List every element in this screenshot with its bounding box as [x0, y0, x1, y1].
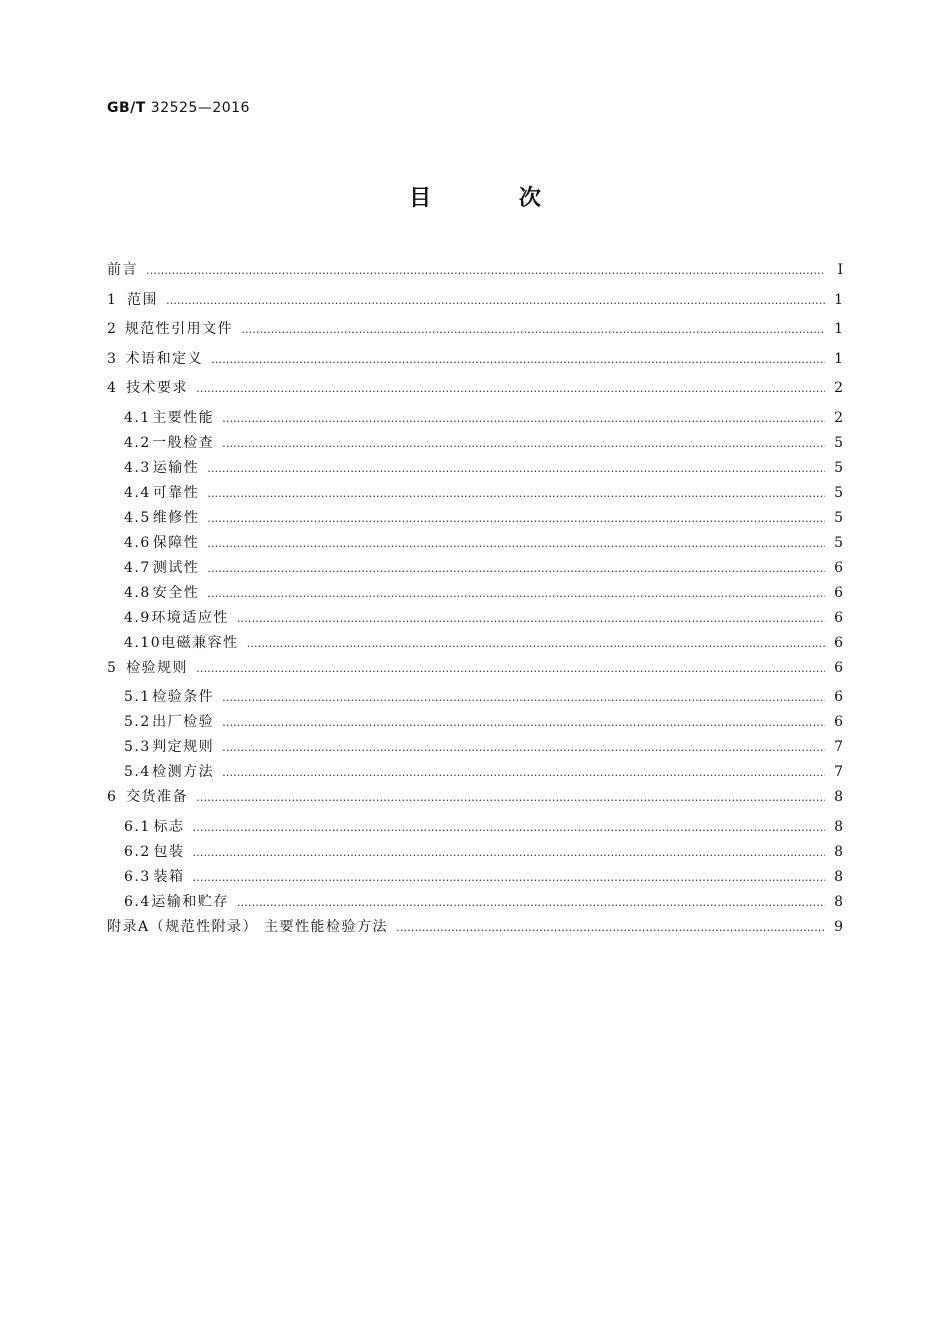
- toc-entry[interactable]: [107, 786, 843, 816]
- toc-entry-number: 4.8: [124, 584, 151, 601]
- standard-code: [107, 100, 250, 116]
- toc-entry-page: 5: [834, 459, 843, 476]
- toc-entry-page: 5: [834, 484, 843, 501]
- dot-leader: [222, 438, 825, 449]
- toc-entry-title: 保障性: [152, 534, 200, 551]
- toc-entry-page: Ⅰ: [837, 262, 843, 278]
- toc-entry[interactable]: [107, 816, 843, 841]
- toc-entry-page: 6: [834, 659, 843, 676]
- toc-entry[interactable]: [107, 507, 843, 532]
- toc-entry[interactable]: [107, 761, 843, 786]
- toc-entry-title: 检测方法: [152, 764, 215, 780]
- dot-leader: [196, 792, 825, 803]
- dot-leader: [207, 488, 825, 499]
- dot-leader: [166, 295, 825, 306]
- toc-entry-number: 6.2: [124, 843, 151, 860]
- toc-entry-number: 4.6: [124, 534, 151, 551]
- dot-leader: [207, 588, 825, 599]
- toc-entry-number: 6.1: [124, 818, 151, 835]
- toc-entry-number: 4.7: [124, 559, 151, 576]
- toc-entry-title: 技术要求: [126, 380, 189, 396]
- dot-leader: [192, 847, 825, 858]
- toc-entry[interactable]: [107, 841, 843, 866]
- dot-leader: [396, 922, 825, 933]
- toc-entry-number: 6.3: [124, 868, 151, 885]
- toc-entry-number: 5.4: [124, 764, 151, 780]
- dot-leader: [192, 822, 825, 833]
- toc-entry-title: 检验条件: [152, 689, 215, 705]
- toc-entry-number: 1: [107, 291, 118, 308]
- toc-entry-title: 维修性: [152, 509, 200, 526]
- toc-entry-page: 5: [834, 434, 843, 451]
- toc-entry[interactable]: [107, 482, 843, 507]
- toc-entry-page: 7: [834, 739, 843, 755]
- toc-entry-number: 4.3: [124, 459, 151, 476]
- toc-entry[interactable]: [107, 736, 843, 761]
- toc-entry-title: 可靠性: [152, 484, 200, 501]
- toc-entry-title: 范围: [126, 291, 158, 308]
- toc-entry-title: 检验规则: [126, 659, 189, 676]
- toc-entry[interactable]: [107, 348, 843, 378]
- dot-leader: [207, 463, 825, 474]
- dot-leader: [237, 613, 825, 624]
- toc-entry-number: 4.9: [124, 609, 151, 626]
- toc-entry-title: 前言: [107, 262, 138, 278]
- toc-entry-number: 5: [107, 659, 118, 676]
- dot-leader: [222, 767, 825, 778]
- dot-leader: [222, 413, 825, 424]
- toc-entry[interactable]: [107, 457, 843, 482]
- toc-entry-title: 附录A（规范性附录） 主要性能检验方法: [107, 918, 389, 935]
- toc-entry[interactable]: [107, 407, 843, 432]
- toc-entry[interactable]: [107, 557, 843, 582]
- toc-entry[interactable]: [107, 711, 843, 736]
- toc-entry-title: 规范性引用文件: [124, 321, 234, 337]
- toc-entry-page: 6: [834, 609, 843, 626]
- toc-entry-title: 运输性: [152, 459, 200, 476]
- standard-code-number: 32525—2016: [150, 100, 250, 116]
- dot-leader: [211, 354, 825, 365]
- dot-leader: [207, 538, 825, 549]
- dot-leader: [241, 324, 825, 335]
- toc-entry-number: 4.1: [124, 409, 151, 426]
- toc-entry[interactable]: [107, 582, 843, 607]
- toc-entry-title: 标志: [153, 818, 185, 835]
- dot-leader: [247, 638, 825, 649]
- toc-entry[interactable]: [107, 377, 843, 407]
- toc-entry-title: 交货准备: [126, 789, 189, 805]
- toc-entry[interactable]: [107, 607, 843, 632]
- toc-entry-page: 6: [834, 689, 843, 705]
- toc-entry-number: 5.3: [124, 739, 151, 755]
- toc-entry-number: 5.2: [124, 714, 151, 730]
- toc-entry-title: 测试性: [152, 559, 200, 576]
- toc-entry[interactable]: [107, 532, 843, 557]
- toc-entry-number: 4.10: [124, 634, 162, 651]
- toc-entry-title: 安全性: [152, 584, 200, 601]
- toc-entry[interactable]: [107, 686, 843, 711]
- toc-entry-title: 判定规则: [152, 739, 215, 755]
- toc-entry-page: 5: [834, 509, 843, 526]
- page-title: 目 次: [409, 186, 581, 211]
- toc-entry-title: 包装: [153, 843, 185, 860]
- toc-entry-title: 运输和贮存: [151, 893, 229, 910]
- toc-entry-page: 1: [834, 350, 843, 367]
- dot-leader: [222, 717, 825, 728]
- toc-entry-number: 3: [107, 350, 118, 367]
- toc-entry-number: 6.4: [124, 893, 151, 910]
- toc-entry[interactable]: [107, 891, 843, 916]
- toc-entry-page: 8: [834, 893, 843, 910]
- dot-leader: [196, 663, 825, 674]
- toc-entry-title: 一般检查: [152, 434, 215, 451]
- dot-leader: [146, 265, 825, 276]
- dot-leader: [222, 742, 825, 753]
- toc-entry[interactable]: [107, 259, 843, 289]
- toc-entry-page: 6: [834, 584, 843, 601]
- toc-entry-title: 装箱: [153, 868, 185, 885]
- toc-entry-title: 术语和定义: [125, 350, 204, 367]
- toc-entry-page: 6: [834, 634, 843, 651]
- toc-entry-page: 8: [834, 843, 843, 860]
- toc-entry-page: 5: [834, 534, 843, 551]
- dot-leader: [192, 872, 825, 883]
- toc-entry-title: 出厂检验: [152, 714, 215, 730]
- toc-entry-number: 6: [107, 789, 118, 805]
- toc-entry-page: 8: [834, 818, 843, 835]
- toc-entry[interactable]: [107, 632, 843, 657]
- toc-entry-title: 主要性能: [152, 409, 215, 426]
- toc-entry-number: 5.1: [124, 689, 151, 705]
- dot-leader: [207, 513, 825, 524]
- dot-leader: [207, 563, 825, 574]
- table-of-contents: [107, 259, 843, 945]
- toc-entry-page: 8: [834, 789, 843, 805]
- toc-entry-number: 4: [107, 380, 118, 396]
- toc-entry[interactable]: [107, 866, 843, 891]
- standard-code-prefix: GB/T: [107, 100, 146, 116]
- toc-entry-number: 4.5: [124, 509, 151, 526]
- toc-entry-number: 4.4: [124, 484, 151, 501]
- toc-entry-page: 6: [834, 714, 843, 730]
- toc-entry-page: 2: [834, 409, 843, 426]
- toc-entry-page: 6: [834, 559, 843, 576]
- toc-entry[interactable]: [107, 432, 843, 457]
- toc-entry[interactable]: [107, 657, 843, 687]
- toc-entry[interactable]: [107, 289, 843, 319]
- toc-entry-title: 电磁兼容性: [161, 634, 239, 651]
- toc-entry-title: 环境适应性: [151, 609, 229, 626]
- toc-entry-page: 7: [834, 764, 843, 780]
- toc-entry-number: 2: [107, 321, 118, 337]
- toc-entry-page: 1: [834, 291, 843, 308]
- toc-entry-page: 2: [834, 380, 843, 396]
- toc-entry[interactable]: [107, 318, 843, 348]
- toc-entry-page: 9: [834, 918, 843, 935]
- dot-leader: [222, 692, 825, 703]
- dot-leader: [196, 383, 825, 394]
- toc-entry-page: 1: [834, 321, 843, 337]
- toc-entry-page: 8: [834, 868, 843, 885]
- dot-leader: [237, 897, 825, 908]
- toc-entry[interactable]: [107, 916, 843, 946]
- toc-entry-number: 4.2: [124, 434, 151, 451]
